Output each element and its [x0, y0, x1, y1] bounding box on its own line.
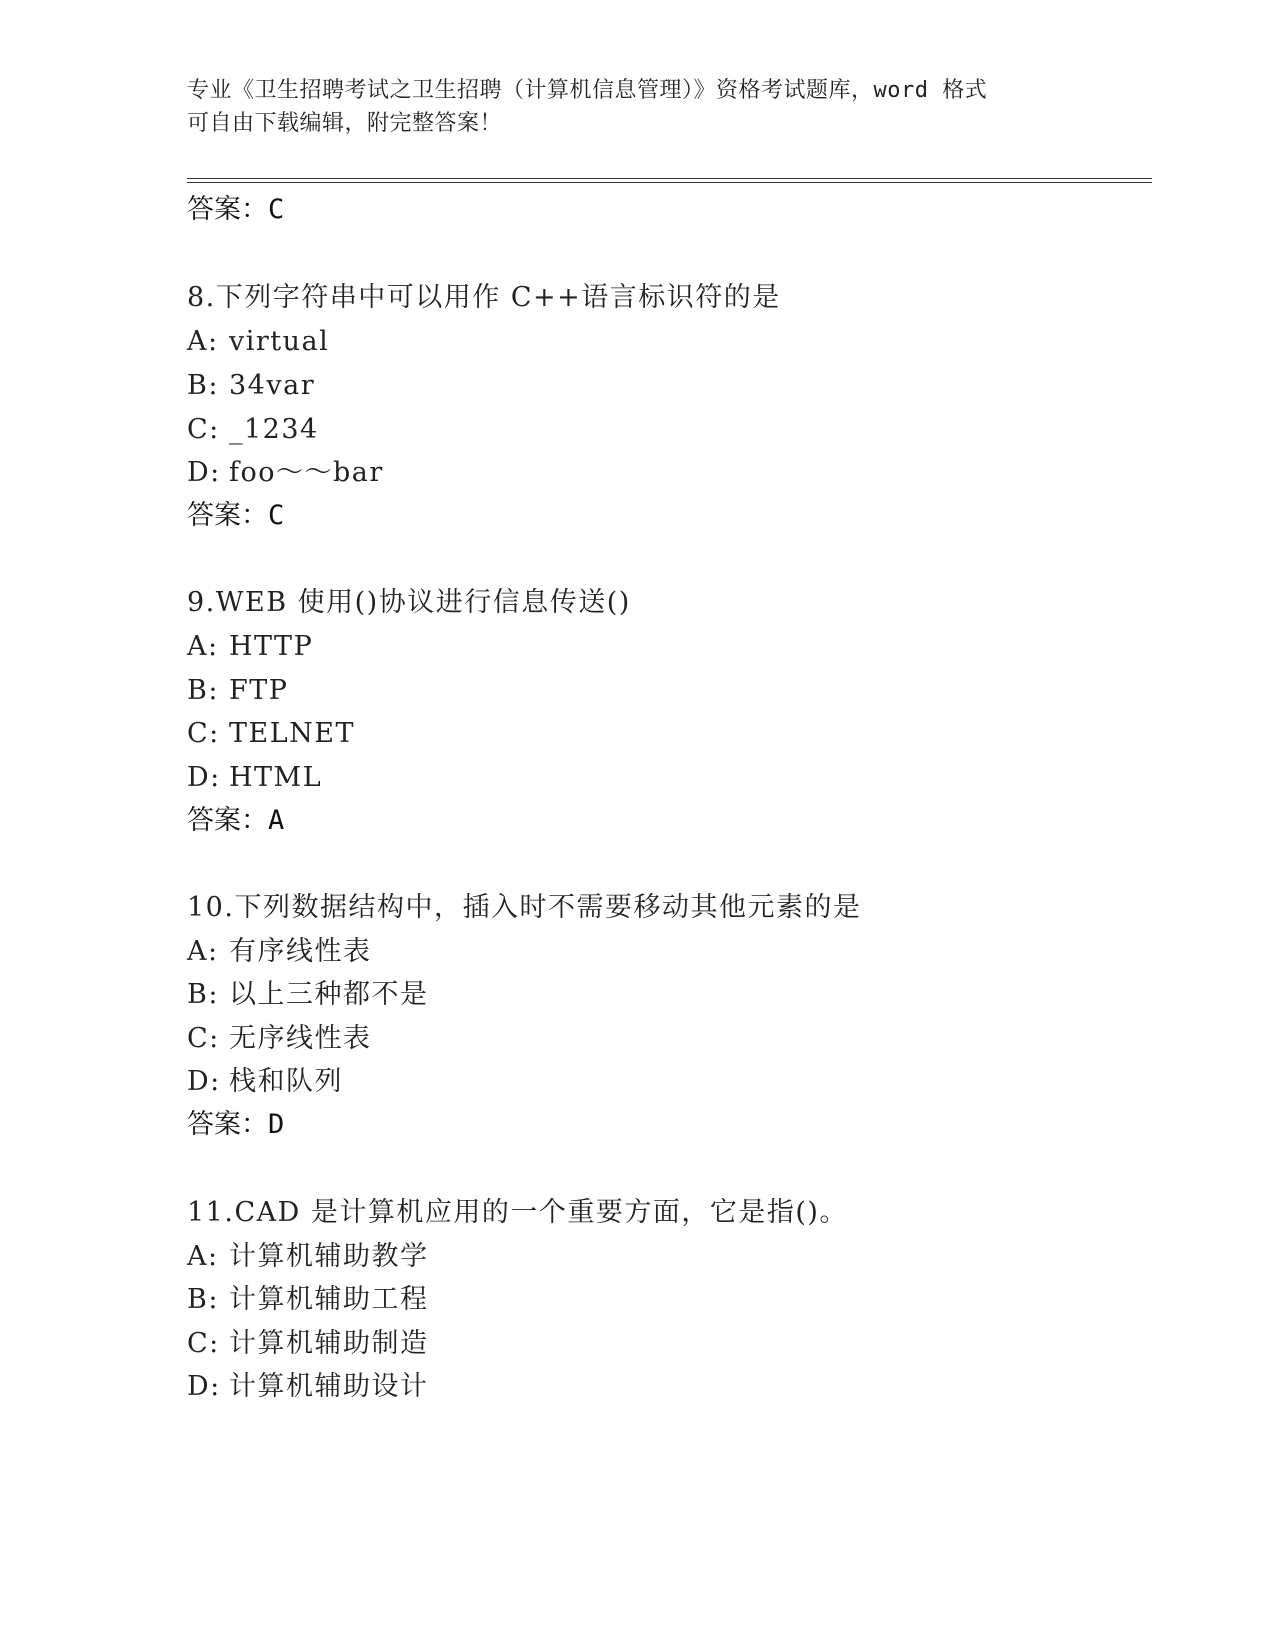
option-d: [187, 456, 384, 490]
option-text: 34var: [229, 370, 316, 401]
option-c: [187, 1022, 372, 1056]
option-key: A:: [187, 1241, 219, 1272]
question-stem: 10.下列数据结构中，插入时不需要移动其他元素的是: [187, 892, 862, 923]
option-b: [187, 978, 429, 1012]
option-text: TELNET: [229, 718, 355, 749]
option-key: B:: [187, 1284, 219, 1315]
option-key: D:: [187, 1371, 221, 1402]
option-key: D:: [187, 457, 221, 488]
option-d: [187, 761, 322, 795]
option-key: A:: [187, 326, 219, 357]
option-b: [187, 674, 288, 708]
header-divider: [187, 178, 1152, 183]
option-text: 以上三种都不是: [229, 979, 429, 1010]
option-text: HTTP: [229, 631, 314, 662]
option-text: 栈和队列: [229, 1066, 343, 1097]
option-text: 无序线性表: [229, 1023, 372, 1054]
option-key: B:: [187, 979, 219, 1010]
option-text: _1234: [229, 414, 319, 445]
option-b: [187, 369, 315, 403]
option-text: 有序线性表: [229, 936, 372, 967]
question-stem: 9.WEB 使用()协议进行信息传送(): [187, 587, 631, 618]
option-text: 计算机辅助工程: [229, 1284, 429, 1315]
header-line-1: 专业《卫生招聘考试之卫生招聘（计算机信息管理）》资格考试题库，word 格式: [187, 78, 988, 103]
option-text: virtual: [229, 326, 330, 357]
answer-line: 答案：D: [187, 1109, 285, 1140]
option-text: FTP: [229, 675, 289, 706]
question-stem: 8.下列字符串中可以用作 C++语言标识符的是: [187, 282, 781, 313]
option-d: [187, 1370, 429, 1404]
option-text: foo～～bar: [229, 457, 384, 488]
option-key: D:: [187, 1066, 221, 1097]
option-c: [187, 717, 355, 751]
option-key: A:: [187, 936, 219, 967]
option-key: C:: [187, 1023, 220, 1054]
option-a: [187, 630, 313, 664]
question-stem: 11.CAD 是计算机应用的一个重要方面，它是指()。: [187, 1197, 848, 1228]
option-key: C:: [187, 1328, 220, 1359]
answer-line: 答案：A: [187, 805, 285, 836]
option-c: [187, 413, 319, 447]
header-line-2: 可自由下载编辑，附完整答案！: [187, 111, 503, 136]
option-a: [187, 325, 329, 359]
answer-line: 答案：C: [187, 500, 285, 531]
option-key: C:: [187, 718, 220, 749]
option-text: 计算机辅助设计: [229, 1371, 429, 1402]
option-key: B:: [187, 675, 219, 706]
option-a: [187, 1240, 429, 1274]
option-a: [187, 935, 372, 969]
option-text: 计算机辅助制造: [229, 1328, 429, 1359]
option-key: B:: [187, 370, 219, 401]
option-b: [187, 1283, 429, 1317]
option-c: [187, 1327, 429, 1361]
option-d: [187, 1065, 343, 1099]
option-key: C:: [187, 414, 220, 445]
option-text: 计算机辅助教学: [229, 1241, 429, 1272]
option-key: A:: [187, 631, 219, 662]
answer-line: 答案：C: [187, 194, 285, 225]
document-header: [187, 74, 1067, 140]
option-text: HTML: [229, 762, 323, 793]
option-key: D:: [187, 762, 221, 793]
